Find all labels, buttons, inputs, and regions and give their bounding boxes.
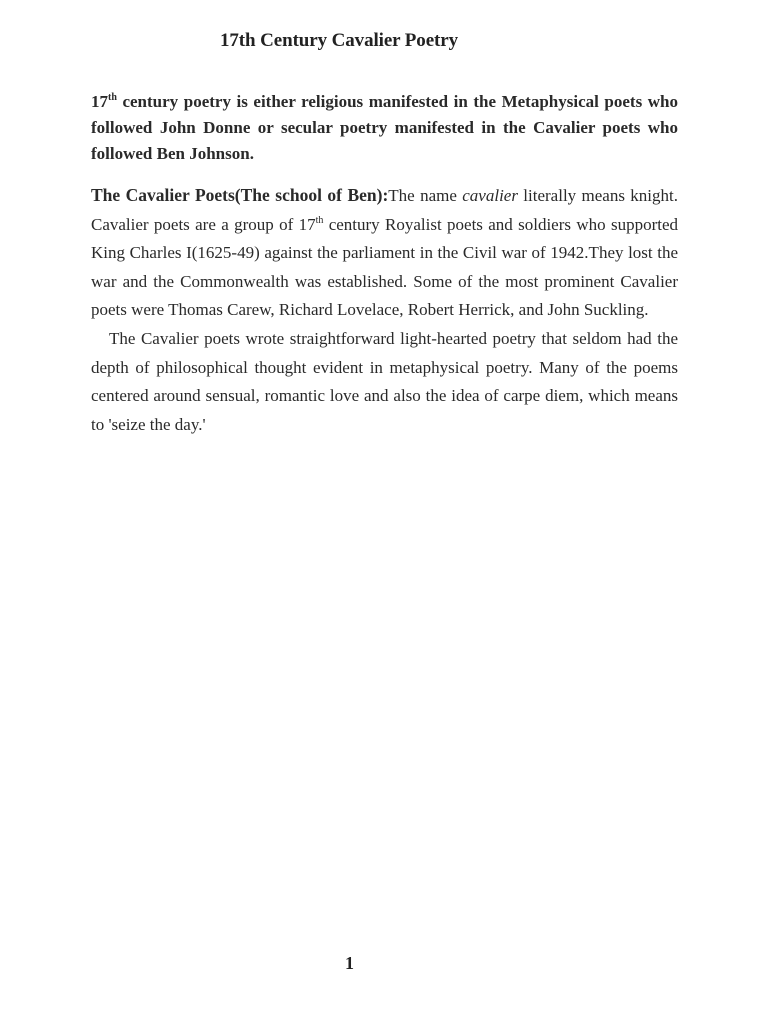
paragraph-1-text-c: century Royalist poets and soldiers who supported King Charles I(1625-49) against the parliament in the Civil war of 1942.They lost the war and the Commonwealth was established. Some of the most prominent Cavalier poets were Thomas Carew, Richard Lovelace, Robert Herrick, and John Suckling. (91, 214, 678, 320)
paragraph-1-text-b: literally means knight. Cavalier poets are a group of 17 (91, 186, 678, 234)
section-paragraph-1 (91, 181, 678, 325)
intro-number: 17 (91, 92, 108, 111)
section-heading: The Cavalier Poets(The school of Ben): (91, 185, 389, 205)
section-paragraph-2: The Cavalier poets wrote straightforward light-hearted poetry that seldom had the depth of philosophical thought evident in metaphysical poetry. Many of the poems centered around sensual, romantic love and also the idea of carpe diem, which means to 'seize the day.' (91, 328, 678, 434)
page-number: 1 (345, 953, 354, 973)
cavalier-section (91, 181, 678, 439)
page-title: 17th Century Cavalier Poetry (220, 30, 458, 51)
paragraph-1-superscript: th (315, 214, 324, 226)
intro-paragraph (91, 89, 678, 167)
cavalier-term: cavalier (462, 186, 518, 205)
paragraph-1-text-a: The name (388, 186, 463, 205)
intro-superscript: th (108, 92, 117, 103)
intro-text: century poetry is either religious manifested in the Metaphysical poets who followed John Donne or secular poetry manifested in the Cavalier poets who followed Ben Johnson. (91, 92, 678, 163)
